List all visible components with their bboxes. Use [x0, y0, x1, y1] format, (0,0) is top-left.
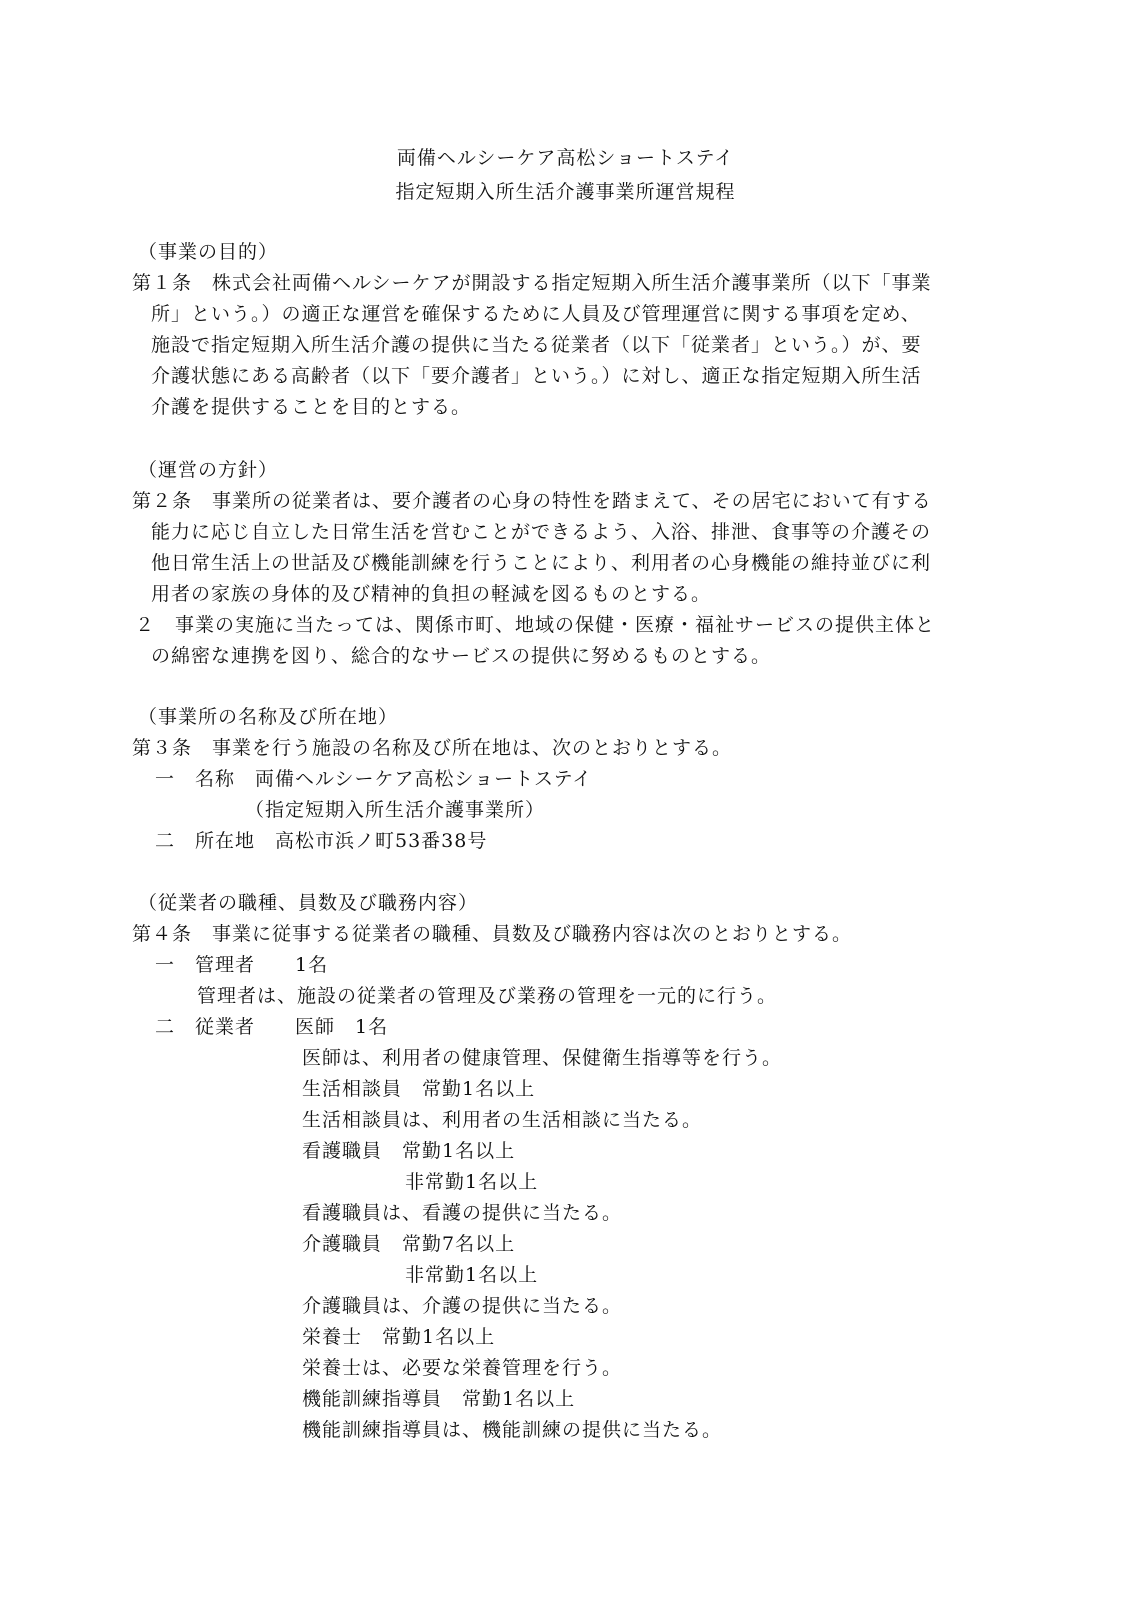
article3-line-2: 一 名称 両備ヘルシーケア高松ショートステイ: [155, 768, 593, 790]
article1-heading: （事業の目的）: [138, 241, 279, 263]
document-title-line-1: 両備ヘルシーケア高松ショートステイ: [396, 147, 735, 169]
article4-line-14: 栄養士 常勤1名以上: [302, 1326, 496, 1348]
article2-line-5: ２ 事業の実施に当たっては、関係市町、地域の保健・医療・福祉サービスの提供主体と: [135, 614, 936, 636]
article4-line-17: 機能訓練指導員は、機能訓練の提供に当たる。: [302, 1419, 723, 1441]
article4-line-2: 一 管理者 1名: [155, 954, 329, 976]
article4-line-1: 第４条 事業に従事する従業者の職種、員数及び職務内容は次のとおりとする。: [132, 923, 853, 945]
article1-line-1: 第１条 株式会社両備ヘルシーケアが開設する指定短期入所生活介護事業所（以下「事業: [132, 272, 932, 294]
article4-line-5: 医師は、利用者の健康管理、保健衛生指導等を行う。: [302, 1047, 783, 1069]
article1-line-4: 介護状態にある高齢者（以下「要介護者」という。）に対し、適正な指定短期入所生活: [151, 365, 922, 387]
article4-line-9: 非常勤1名以上: [405, 1171, 539, 1193]
article1-line-3: 施設で指定短期入所生活介護の提供に当たる従業者（以下「従業者」という。）が、要: [151, 334, 922, 356]
article2-line-3: 他日常生活上の世話及び機能訓練を行うことにより、利用者の心身機能の維持並びに利: [151, 552, 932, 574]
article4-line-12: 非常勤1名以上: [405, 1264, 539, 1286]
article3-line-4: 二 所在地 高松市浜ノ町53番38号: [155, 830, 488, 852]
article4-line-13: 介護職員は、介護の提供に当たる。: [302, 1295, 623, 1317]
article4-line-11: 介護職員 常勤7名以上: [302, 1233, 516, 1255]
article3-heading: （事業所の名称及び所在地）: [138, 706, 399, 728]
article2-line-1: 第２条 事業所の従業者は、要介護者の心身の特性を踏まえて、その居宅において有する: [132, 490, 932, 512]
article4-line-10: 看護職員は、看護の提供に当たる。: [302, 1202, 623, 1224]
article1-line-5: 介護を提供することを目的とする。: [151, 396, 472, 418]
article4-line-6: 生活相談員 常勤1名以上: [302, 1078, 536, 1100]
article3-line-1: 第３条 事業を行う施設の名称及び所在地は、次のとおりとする。: [132, 737, 733, 759]
article4-line-15: 栄養士は、必要な栄養管理を行う。: [302, 1357, 623, 1379]
article3-line-3: （指定短期入所生活介護事業所）: [245, 799, 546, 821]
article1-line-2: 所」という。）の適正な運営を確保するために人員及び管理運営に関する事項を定め、: [151, 303, 921, 325]
article4-line-8: 看護職員 常勤1名以上: [302, 1140, 516, 1162]
article4-line-4: 二 従業者 医師 1名: [155, 1016, 389, 1038]
article2-line-4: 用者の家族の身体的及び精神的負担の軽減を図るものとする。: [151, 583, 712, 605]
article2-heading: （運営の方針）: [138, 459, 279, 481]
article2-line-2: 能力に応じ自立した日常生活を営むことができるよう、入浴、排泄、食事等の介護その: [151, 521, 932, 543]
document-title-line-2: 指定短期入所生活介護事業所運営規程: [395, 181, 736, 203]
article4-heading: （従業者の職種、員数及び職務内容）: [138, 892, 479, 914]
article4-line-16: 機能訓練指導員 常勤1名以上: [302, 1388, 576, 1410]
article4-line-7: 生活相談員は、利用者の生活相談に当たる。: [302, 1109, 703, 1131]
article2-line-6: の綿密な連携を図り、総合的なサービスの提供に努めるものとする。: [151, 645, 772, 667]
article4-line-3: 管理者は、施設の従業者の管理及び業務の管理を一元的に行う。: [197, 985, 778, 1007]
